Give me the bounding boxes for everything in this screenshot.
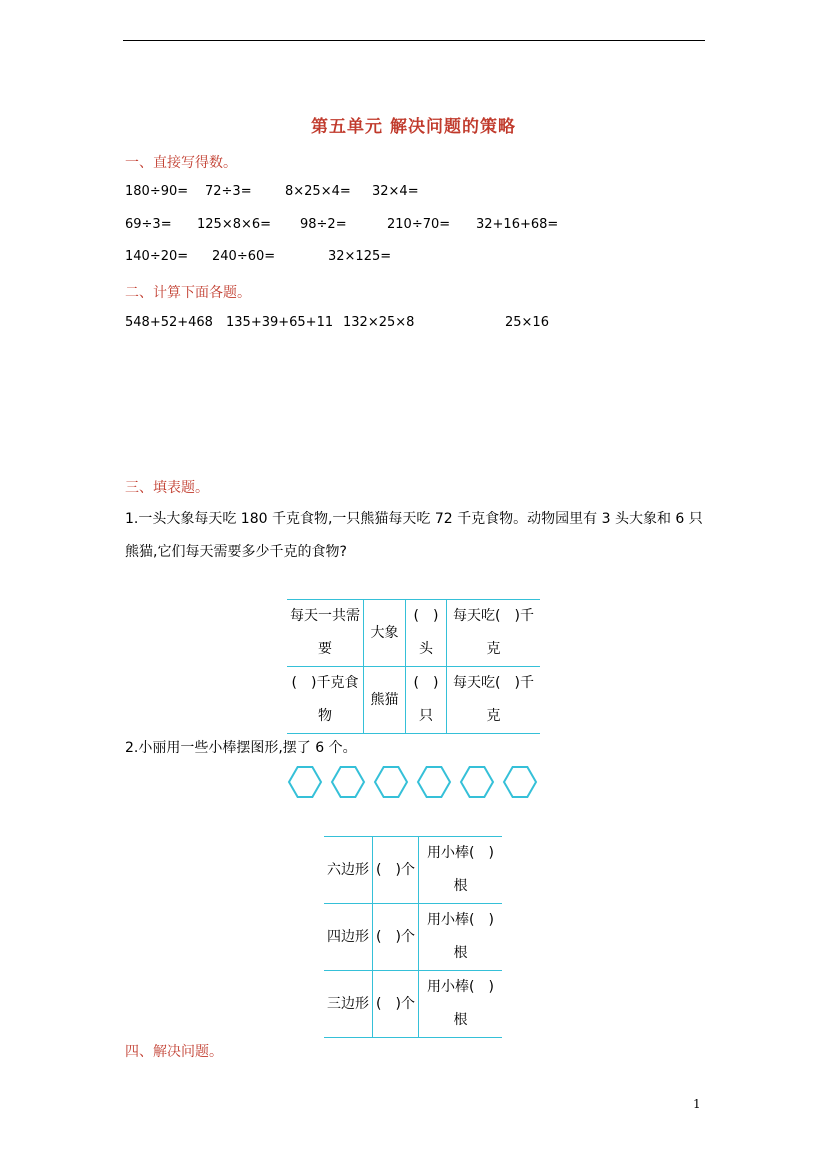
expr: 98÷2= [300,217,347,232]
expr: 32+16+68= [476,217,559,232]
calc-item: 132×25×8 [343,315,415,330]
hexagon-shape [332,767,364,797]
section-heading-1: 一、直接写得数。 [125,155,237,171]
table-cell: 三边形 [324,971,373,1038]
table-cell: ( ) 头 [406,600,447,667]
table-cell: 每天吃( )千 克 [447,600,541,667]
table-row [324,971,502,1038]
question-2-line: 2.小丽用一些小棒摆图形,摆了 6 个。 [125,740,357,756]
table-cell: 用小棒( ) 根 [419,971,503,1038]
hexagon-shape [461,767,493,797]
expr: 8×25×4= [285,184,351,199]
table-cell: 四边形 [324,904,373,971]
table-cell: 用小棒( ) 根 [419,837,503,904]
calc-item: 25×16 [505,315,549,330]
calc-item: 548+52+468 [125,315,213,330]
table-row [287,600,540,667]
hexagon-row [286,764,541,800]
table-cell: 六边形 [324,837,373,904]
table-row [287,667,540,734]
table-row [324,904,502,971]
expr: 69÷3= [125,217,172,232]
header-rule [123,40,705,41]
hexagon-shape [289,767,321,797]
table-row [324,837,502,904]
expr: 240÷60= [212,249,276,264]
table-cell: ( ) 只 [406,667,447,734]
expr: 72÷3= [205,184,252,199]
section-heading-3: 三、填表题。 [125,480,209,496]
table-cell: ( )千克食 物 [287,667,364,734]
food-table [287,599,540,734]
table-cell: 用小棒( ) 根 [419,904,503,971]
hexagon-shape [375,767,407,797]
expr: 180÷90= [125,184,189,199]
table-cell: ( )个 [373,837,419,904]
section-heading-4: 四、解决问题。 [125,1044,223,1060]
table-cell: 大象 [364,600,406,667]
expr: 140÷20= [125,249,189,264]
page-number: 1 [693,1097,701,1111]
table-cell: ( )个 [373,971,419,1038]
hexagon-shape [504,767,536,797]
expr: 32×4= [372,184,419,199]
table-cell: 熊猫 [364,667,406,734]
shape-table [324,836,502,1038]
question-1-line-1: 1.一头大象每天吃 180 千克食物,一只熊猫每天吃 72 千克食物。动物园里有 3 头大象和 6 只 [125,511,703,527]
expr: 32×125= [328,249,392,264]
page-title: 第五单元 解决问题的策略 [311,117,516,137]
table-cell: 每天一共需 要 [287,600,364,667]
expr: 210÷70= [387,217,451,232]
expr: 125×8×6= [197,217,272,232]
calc-item: 135+39+65+11 [226,315,334,330]
question-1-line-2: 熊猫,它们每天需要多少千克的食物? [125,544,347,560]
section-heading-2: 二、计算下面各题。 [125,285,251,301]
table-cell: 每天吃( )千 克 [447,667,541,734]
hexagon-shape [418,767,450,797]
table-cell: ( )个 [373,904,419,971]
